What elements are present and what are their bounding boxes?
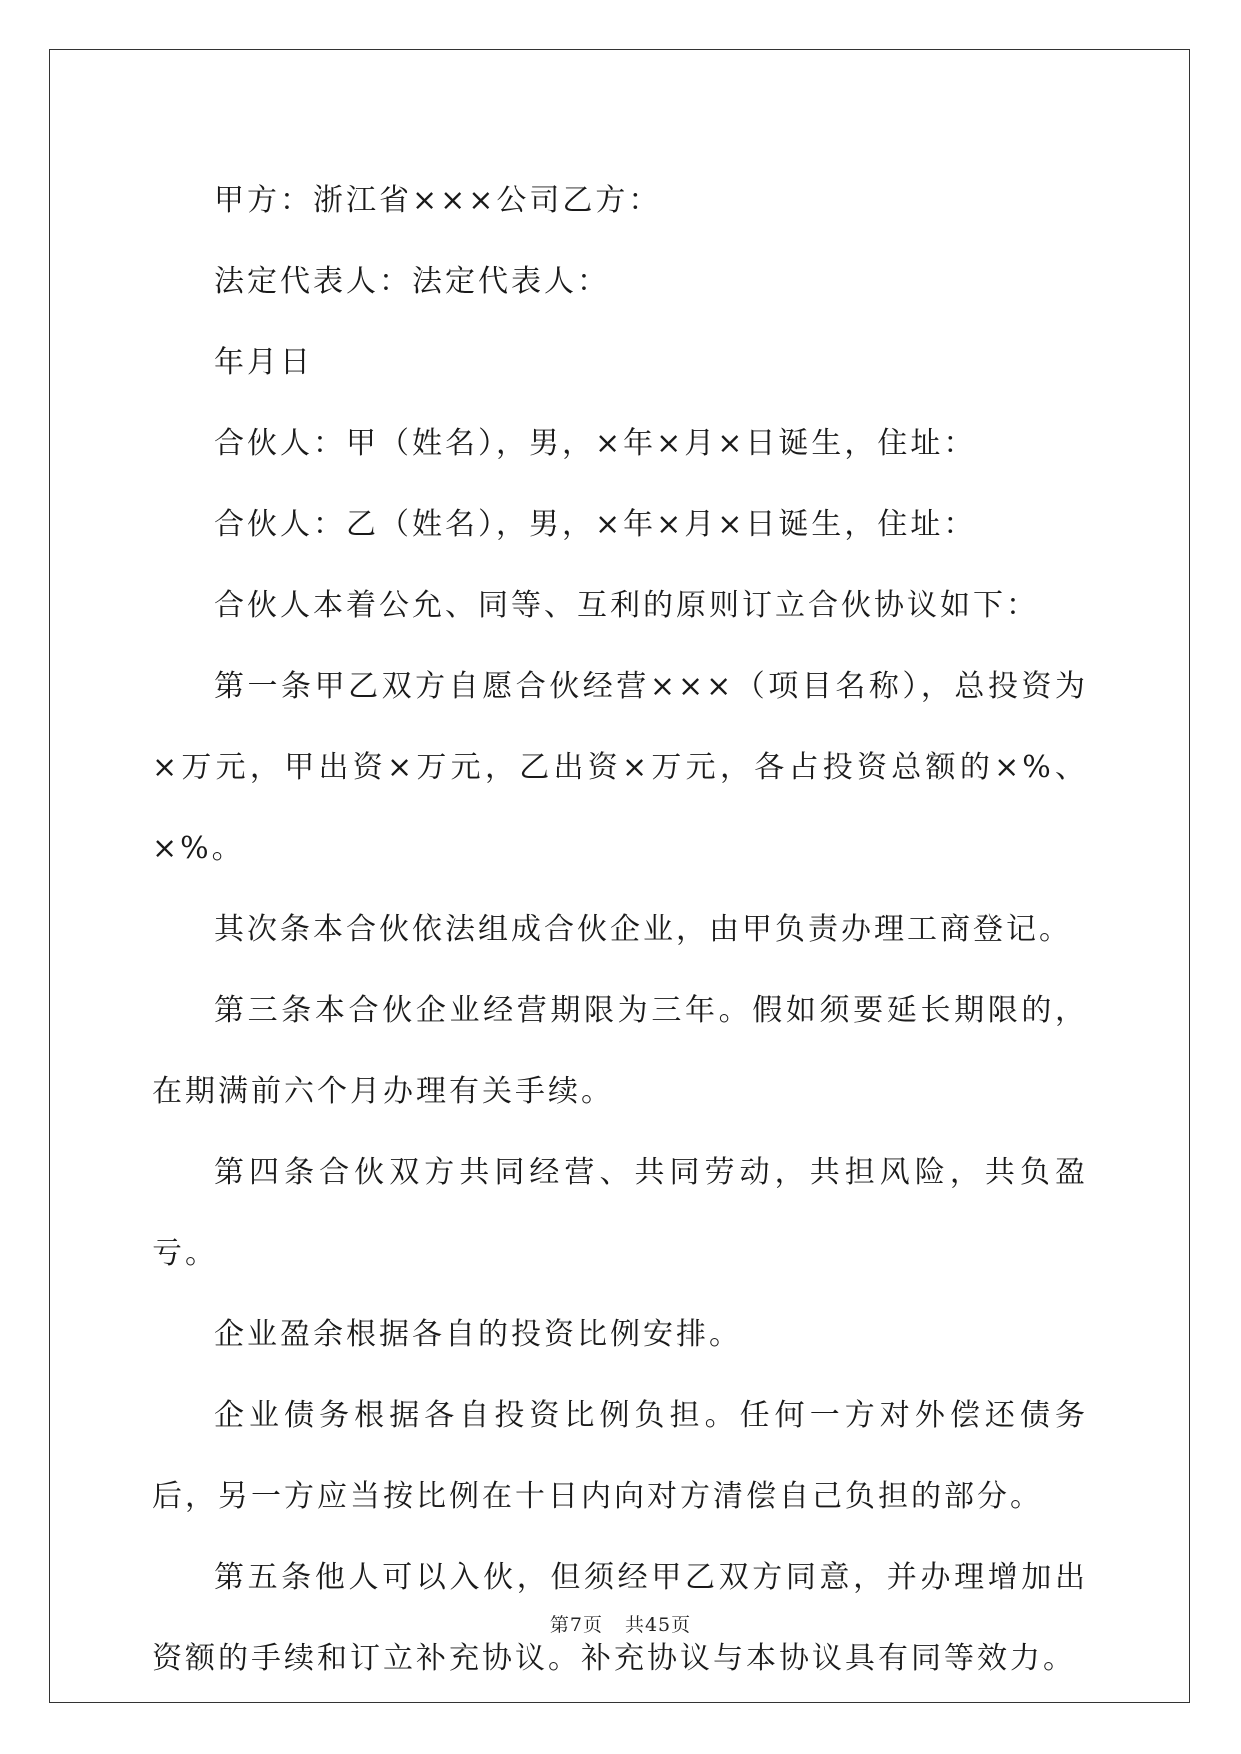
page-total: 共45页 [624,1614,692,1636]
legal-representative-line: 法定代表人：法定代表人： [214,264,610,299]
preamble-paragraph: 合伙人本着公允、同等、互利的原则订立合伙协议如下： [214,588,1039,623]
partner-a-line: 合伙人：甲（姓名），男，×年×月×日诞生，住址： [214,426,977,461]
profit-distribution-paragraph: 企业盈余根据各自的投资比例安排。 [214,1317,742,1352]
page-number: 第7页 [549,1614,603,1636]
article-2-paragraph: 其次条本合伙依法组成合伙企业，由甲负责办理工商登记。 [214,912,1072,947]
article-5-paragraph: 第五条他人可以入伙，但须经甲乙双方同意，并办理增加出资额的手续和订立补充协议。补充协议与本协议具有同等效力。 [152,1560,1088,1676]
article-1-paragraph: 第一条甲乙双方自愿合伙经营×××（项目名称），总投资为×万元，甲出资×万元，乙出资×万元，各占投资总额的×%、×%。 [152,669,1088,866]
date-line: 年月日 [214,345,313,380]
party-a-line: 甲方：浙江省×××公司乙方： [214,183,662,218]
page-footer [0,1610,1241,1637]
article-3-paragraph: 第三条本合伙企业经营期限为三年。假如须要延长期限的，在期满前六个月办理有关手续。 [152,993,1088,1109]
debt-liability-paragraph: 企业债务根据各自投资比例负担。任何一方对外偿还债务后，另一方应当按比例在十日内向对方清偿自己负担的部分。 [152,1398,1088,1514]
article-4-paragraph: 第四条合伙双方共同经营、共同劳动，共担风险，共负盈亏。 [152,1155,1088,1271]
partner-b-line: 合伙人：乙（姓名），男，×年×月×日诞生，住址： [214,507,977,542]
document-body [152,160,1088,1699]
